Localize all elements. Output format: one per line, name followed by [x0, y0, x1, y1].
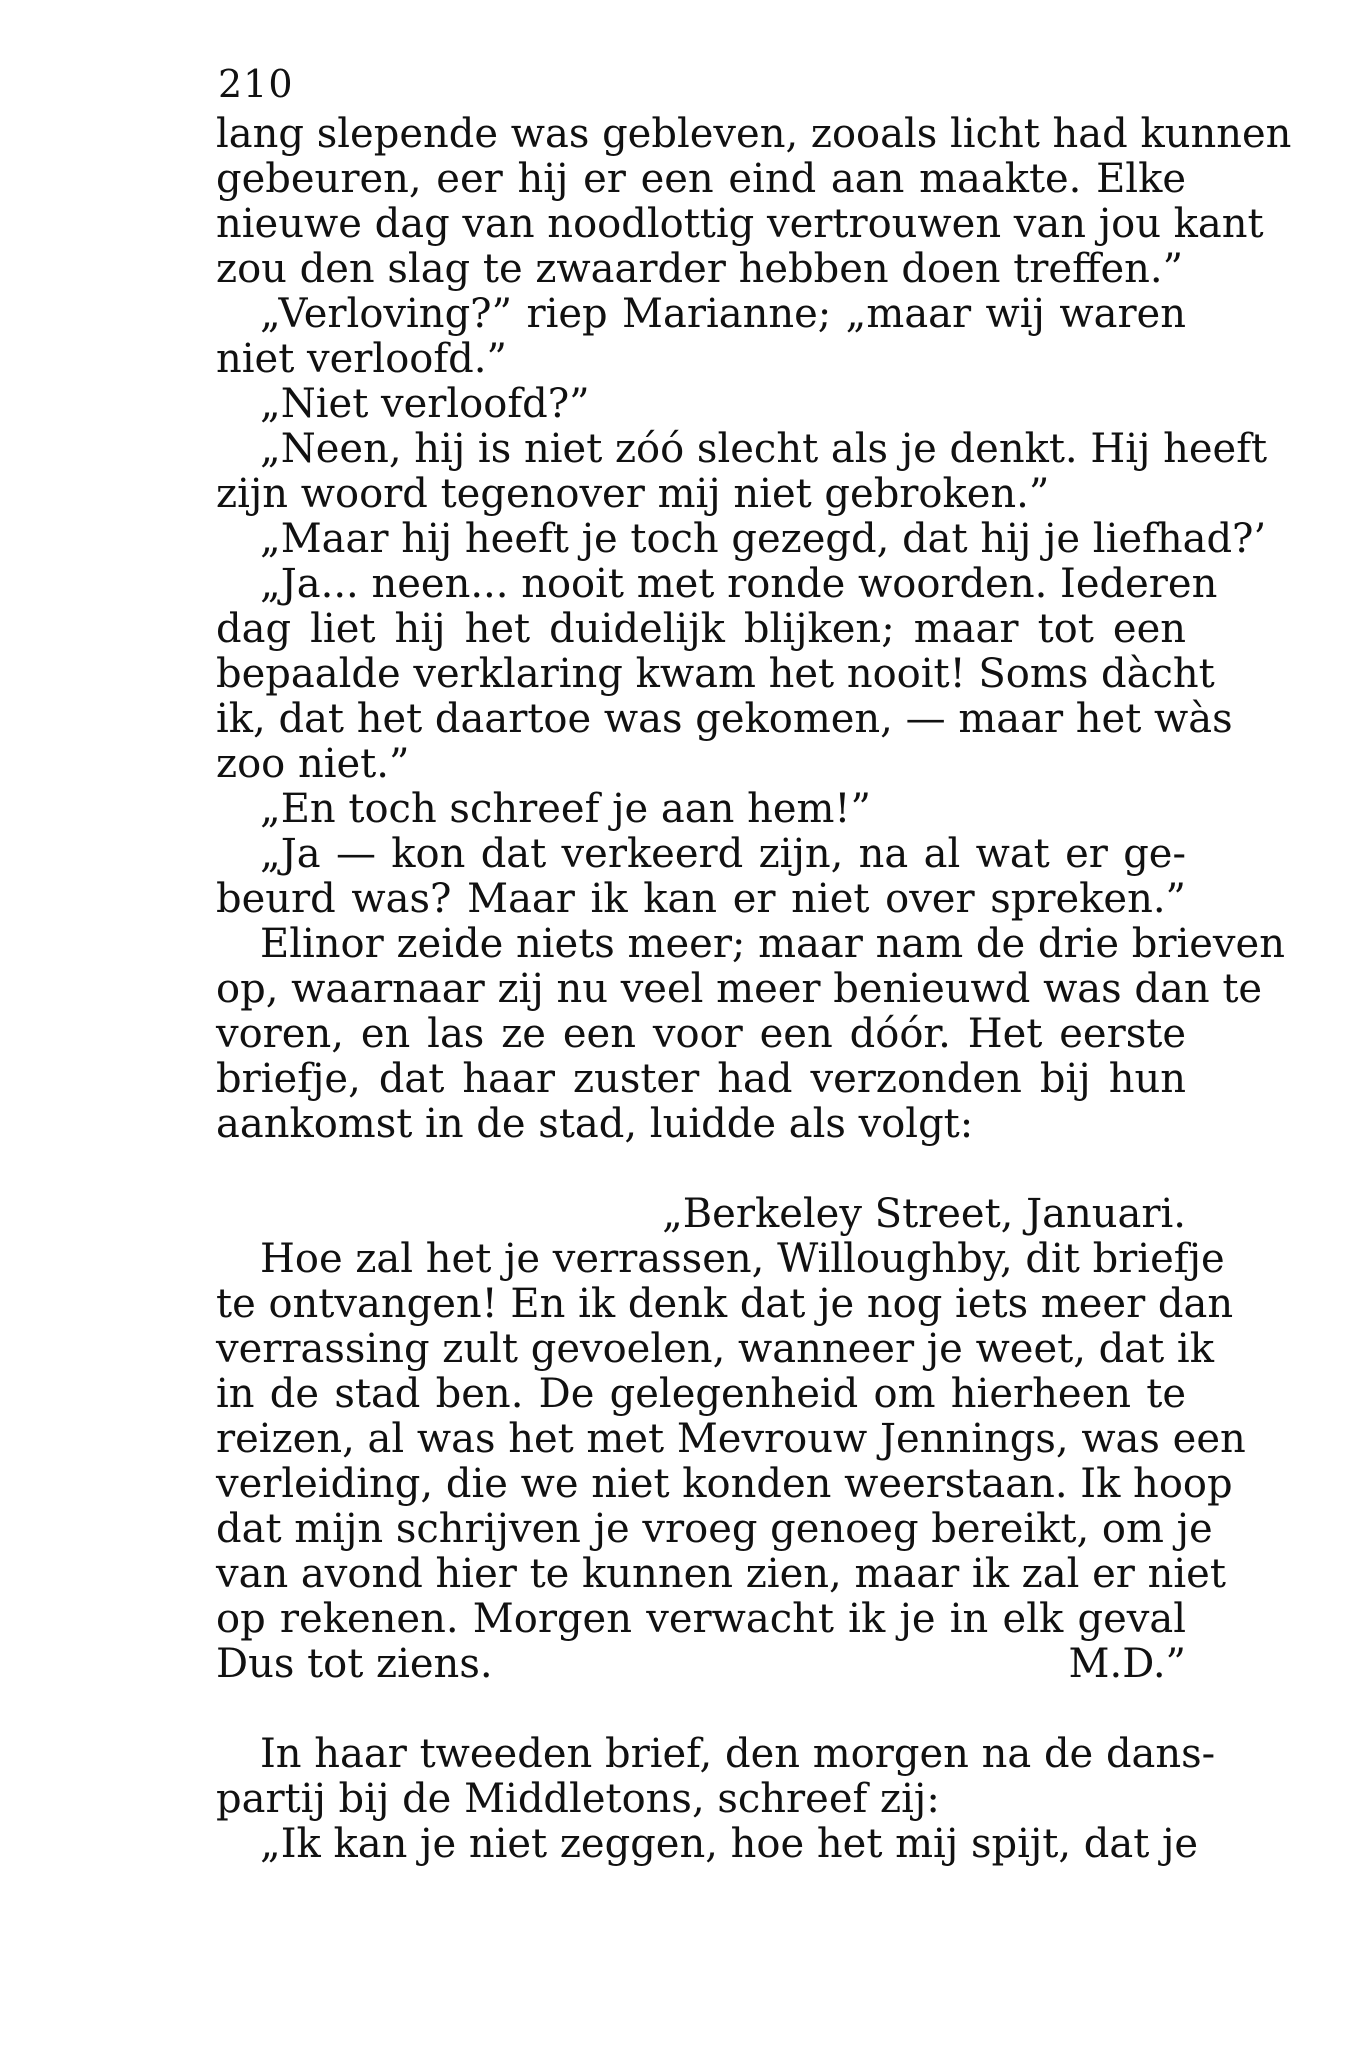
text-line: „Verloving?” riep Marianne; „maar wij waren	[260, 291, 1186, 337]
text-line: zoo niet.”	[216, 741, 410, 787]
text-line: dag liet hij het duidelijk blijken; maar tot een	[216, 606, 1186, 652]
text-line: beurd was? Maar ik kan er niet over spreken.”	[216, 876, 1186, 922]
paragraph-gap	[216, 1687, 1186, 1732]
text-line: dat mijn schrijven je vroeg genoeg bereikt, om je	[216, 1506, 1213, 1552]
closing-text: Dus tot ziens.	[216, 1641, 493, 1687]
text-line: op, waarnaar zij nu veel meer benieuwd was dan te	[216, 966, 1263, 1012]
text-line: Hoe zal het je verrassen, Willoughby, dit briefje	[260, 1236, 1225, 1282]
text-line: In haar tweeden brief, den morgen na de dans-	[260, 1731, 1216, 1777]
text-line: nieuwe dag van noodlottig vertrouwen van jou kant	[216, 201, 1264, 247]
text-line: zou den slag te zwaarder hebben doen treffen.”	[216, 246, 1184, 292]
text-line: ik, dat het daartoe was gekomen, — maar het wàs	[216, 696, 1233, 742]
text-line: „Ja... neen... nooit met ronde woorden. Iederen	[260, 561, 1218, 607]
text-line: „Ik kan je niet zeggen, hoe het mij spijt, dat je	[260, 1821, 1199, 1867]
text-line: niet verloofd.”	[216, 336, 507, 382]
text-line: bepaalde verklaring kwam het nooit! Soms dàcht	[216, 651, 1215, 697]
text-line: lang slepende was gebleven, zooals licht had kunnen	[216, 111, 1292, 157]
text-line: zijn woord tegenover mij niet gebroken.”	[216, 471, 1050, 517]
paragraph-gap	[216, 1147, 1186, 1192]
text-line: gebeuren, eer hij er een eind aan maakte. Elke	[216, 156, 1186, 202]
text-line: voren, en las ze een voor een dóór. Het eerste	[216, 1011, 1186, 1057]
text-line: briefje, dat haar zuster had verzonden bij hun	[216, 1056, 1186, 1102]
letter-closing	[216, 1642, 1186, 1687]
letter-heading: „Berkeley Street, Januari.	[662, 1191, 1186, 1237]
text-line: van avond hier te kunnen zien, maar ik zal er niet	[216, 1551, 1226, 1597]
text-line: „Ja — kon dat verkeerd zijn, na al wat er ge-	[260, 831, 1186, 877]
body-text	[216, 111, 1292, 1867]
page-number: 210	[218, 62, 294, 106]
text-line: „Neen, hij is niet zóó slecht als je denkt. Hij heeft	[260, 426, 1268, 472]
text-line: aankomst in de stad, luidde als volgt:	[216, 1101, 974, 1147]
signature-initials: M.D.”	[1068, 1641, 1186, 1687]
text-line: op rekenen. Morgen verwacht ik je in elk geval	[216, 1596, 1186, 1642]
text-line: „En toch schreef je aan hem!”	[260, 786, 871, 832]
text-line: „Maar hij heeft je toch gezegd, dat hij je liefhad?’	[260, 516, 1267, 562]
text-line: „Niet verloofd?”	[260, 381, 590, 427]
text-line: verleiding, die we niet konden weerstaan. Ik hoop	[216, 1461, 1233, 1507]
text-line: te ontvangen! En ik denk dat je nog iets meer dan	[216, 1281, 1234, 1327]
text-line: reizen, al was het met Mevrouw Jennings, was een	[216, 1416, 1246, 1462]
text-line: verrassing zult gevoelen, wanneer je weet, dat ik	[216, 1326, 1214, 1372]
text-line: partij bij de Middletons, schreef zij:	[216, 1776, 940, 1822]
text-line: Elinor zeide niets meer; maar nam de drie brieven	[260, 921, 1285, 967]
text-line: in de stad ben. De gelegenheid om hierheen te	[216, 1371, 1186, 1417]
